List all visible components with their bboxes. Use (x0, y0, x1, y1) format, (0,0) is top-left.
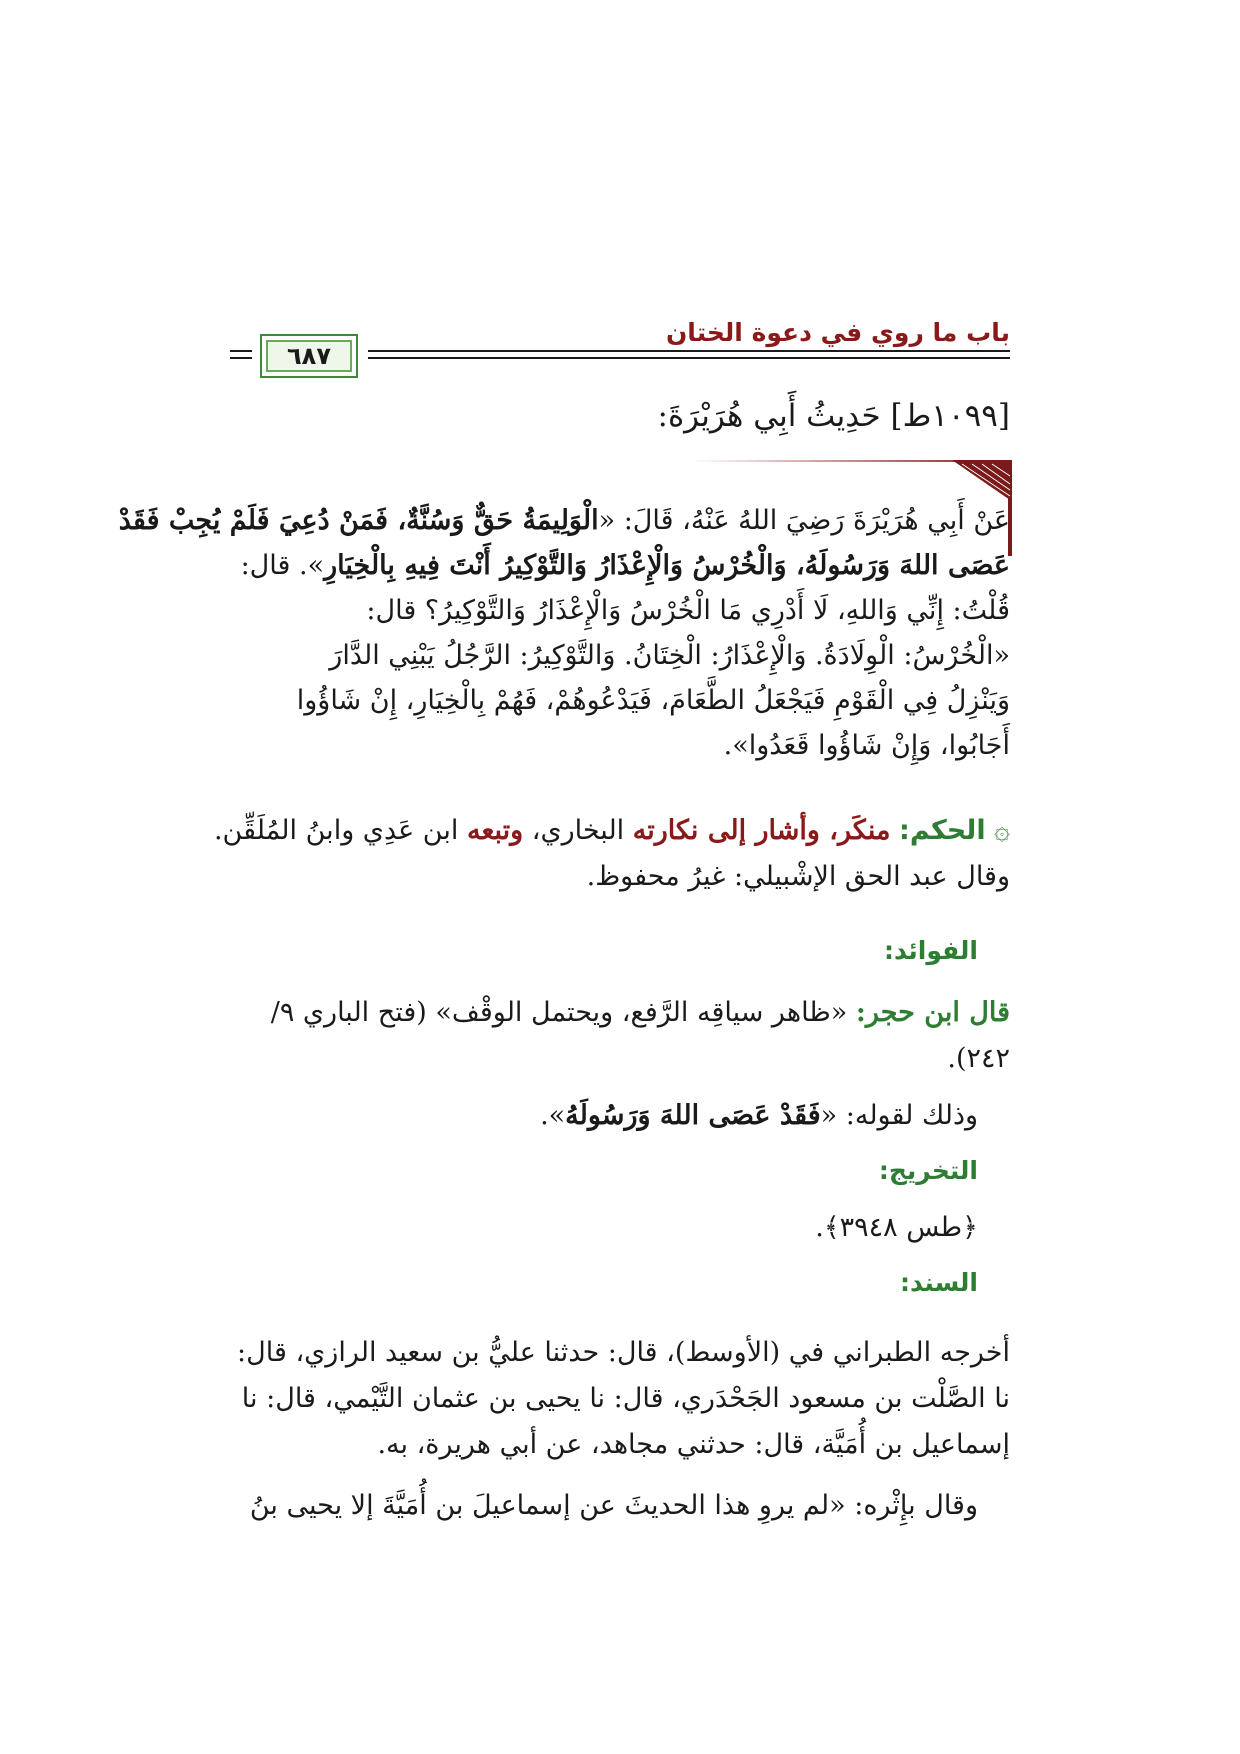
hadith-line-2 (225, 543, 1010, 588)
ibn-hajar-text: «ظاهر سياقِه الرَّفع، ويحتمل الوقْف» (فتح الباري ٩/ (270, 997, 856, 1028)
hadith-text (118, 498, 1010, 768)
ruling-line-2: وقال عبد الحق الإشْبيلي: غيرُ محفوظ. (586, 861, 1010, 892)
page-number: ٦٨٧ (260, 334, 358, 378)
gloss-lead: وذلك لقوله: « (820, 1100, 978, 1131)
header-rule-left (230, 350, 252, 352)
gloss-end: ». (540, 1100, 566, 1131)
gloss-quote: فَقَدْ عَصَى اللهَ وَرَسُولَهُ (565, 1100, 821, 1131)
takhrij-label: التخريج: (878, 1156, 978, 1185)
ibn-hajar-line-2: ٢٤٢). (947, 1043, 1010, 1074)
sanad-line-1: أخرجه الطبراني في (الأوسط)، قال: حدثنا عليُّ بن سعيد الرازي، قال: (237, 1337, 1010, 1368)
benefits-label: الفوائد: (883, 936, 978, 965)
takhrij-ref: ﴿طس ٣٩٤٨﴾. (815, 1212, 978, 1243)
hadith-matn: الْوَلِيمَةُ حَقٌّ وَسُنَّةٌ، فَمَنْ دُعِيَ فَلَمْ يُجِبْ فَقَدْ (118, 505, 599, 536)
running-head: باب ما روي في دعوة الختان (665, 318, 1010, 347)
hadith-chain: عَنْ أَبِي هُرَيْرَةَ رَضِيَ اللهُ عَنْهُ، قَالَ: « (598, 505, 1010, 536)
ruling-followed: وتبعه (466, 815, 524, 846)
ruling-line-1 (213, 808, 1010, 854)
sanad-label: السند: (899, 1268, 978, 1297)
hadith-matn-cont: عَصَى اللهَ وَرَسُولَهُ، وَالْخُرْسُ وَالْإِعْذَارُ وَالتَّوْكِيرُ أَنْتَ فِيهِ بِالْخِيَارِ (324, 550, 1010, 581)
hadith-said: ». قال: (240, 550, 325, 581)
ibn-hajar-quote (230, 990, 1010, 1082)
sanad-line-2: نا الصَّلْت بن مسعود الجَحْدَري، قال: نا يحيى بن عثمان التَّيْمي، قال: نا (241, 1383, 1010, 1414)
sanad-text (220, 1330, 1010, 1468)
section-heading: [١٠٩٩ط] حَدِيثُ أَبِي هُرَيْرَةَ: (657, 398, 1010, 434)
ruling-label: الحكم: (899, 815, 986, 846)
sanad-line-4: وقال بإِثْره: «لم يروِ هذا الحديثَ عن إسماعيلَ بن أُمَيَّةَ إلا يحيى بنُ (249, 1490, 978, 1521)
ruling-verdict: منكَر، وأشار إلى نكارته (632, 815, 891, 846)
hadith-line-1 (118, 498, 1010, 543)
header-rule-right (368, 350, 1010, 352)
ruling (213, 808, 1010, 900)
gloss (540, 1100, 978, 1131)
hadith-line-4: «الْخُرْسُ: الْوِلَادَةُ. وَالْإِعْذَارُ: الْخِتَانُ. وَالتَّوْكِيرُ: الرَّجُلُ يَبْنِي الدَّارَ (329, 640, 1010, 671)
hadith-line-3: قُلْتُ: إِنِّي وَاللهِ، لَا أَدْرِي مَا الْخُرْسُ وَالْإِعْذَارُ وَالتَّوْكِيرُ؟ قال: (366, 595, 1010, 626)
ibn-hajar-speaker: قال ابن حجر: (855, 997, 1010, 1028)
ruling-followers: ابن عَدِي وابنُ المُلَقِّن. (213, 815, 467, 846)
flower-icon: ۞ (994, 815, 1010, 846)
header-rule-left-2 (230, 357, 252, 359)
header-rule-right-2 (368, 357, 1010, 359)
ibn-hajar-line-1 (230, 990, 1010, 1036)
ruling-bukhari: البخاري، (523, 815, 633, 846)
sanad-line-3: إسماعيل بن أُمَيَّة، قال: حدثني مجاهد، عن أبي هريرة، به. (377, 1429, 1010, 1460)
hadith-line-5: وَيَنْزِلُ فِي الْقَوْمِ فَيَجْعَلُ الطَّعَامَ، فَيَدْعُوهُمْ، فَهُمْ بِالْخِيَارِ، إِنْ شَاؤُوا (296, 685, 1010, 716)
hadith-line-6: أَجَابُوا، وَإِنْ شَاؤُوا قَعَدُوا». (723, 730, 1010, 761)
